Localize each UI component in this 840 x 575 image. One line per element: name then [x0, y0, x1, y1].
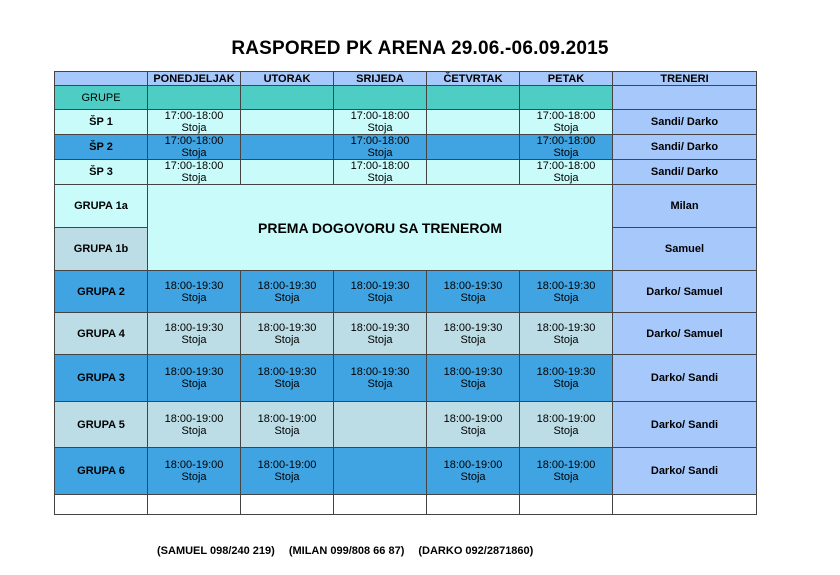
slot-time: 17:00-18:00: [164, 135, 224, 147]
schedule-slot: [241, 402, 334, 448]
grupe-cell: [148, 86, 241, 110]
page-title: RASPORED PK ARENA 29.06.-06.09.2015: [231, 38, 609, 59]
header-corner: [55, 72, 148, 86]
table-row: [55, 185, 757, 228]
slot-time: 17:00-18:00: [164, 110, 224, 122]
slot-time: 18:00-19:30: [536, 366, 596, 378]
schedule-slot: [148, 110, 241, 135]
group-label: GRUPA 4: [55, 313, 148, 355]
slot-time: 18:00-19:30: [536, 321, 596, 334]
slot-venue: Stoja: [367, 378, 393, 390]
slot-time: 18:00-19:00: [536, 412, 596, 425]
slot-time: 18:00-19:30: [443, 366, 503, 378]
slot-venue: Stoja: [460, 471, 486, 483]
table-row: [55, 110, 757, 135]
contact-samuel: (SAMUEL 098/240 219): [157, 545, 275, 557]
empty-slot: [427, 160, 520, 185]
slot-venue: Stoja: [274, 291, 300, 304]
group-label: ŠP 3: [55, 160, 148, 185]
schedule-slot: [520, 402, 613, 448]
slot-venue: Stoja: [553, 424, 579, 437]
trainer-cell: Darko/ Samuel: [613, 271, 757, 313]
empty-cell: [427, 495, 520, 515]
slot-time: 18:00-19:00: [164, 412, 224, 425]
schedule-slot: [427, 271, 520, 313]
slot-time: 17:00-18:00: [536, 135, 596, 147]
schedule-table: [54, 71, 757, 515]
trainer-cell: Sandi/ Darko: [613, 110, 757, 135]
slot-venue: Stoja: [367, 291, 393, 304]
schedule-slot: [520, 110, 613, 135]
empty-slot: [241, 110, 334, 135]
table-row: [55, 160, 757, 185]
slot-venue: Stoja: [181, 122, 207, 134]
slot-time: 18:00-19:00: [257, 459, 317, 471]
slot-venue: Stoja: [274, 378, 300, 390]
slot-venue: Stoja: [460, 291, 486, 304]
group-label: GRUPA 2: [55, 271, 148, 313]
slot-venue: Stoja: [181, 172, 207, 184]
slot-venue: Stoja: [553, 122, 579, 134]
empty-cell: [613, 495, 757, 515]
slot-venue: Stoja: [367, 172, 393, 184]
empty-cell: [520, 495, 613, 515]
schedule-slot: [241, 271, 334, 313]
grupe-cell: [520, 86, 613, 110]
header-day-5: PETAK: [520, 72, 613, 86]
grupe-trainer-cell: [613, 86, 757, 110]
empty-cell: [55, 495, 148, 515]
empty-row: [55, 495, 757, 515]
slot-time: 18:00-19:00: [257, 412, 317, 425]
table-row: [55, 448, 757, 495]
schedule-slot: [148, 313, 241, 355]
trainer-cell: Darko/ Sandi: [613, 402, 757, 448]
slot-venue: Stoja: [553, 172, 579, 184]
schedule-slot: [520, 271, 613, 313]
slot-time: 18:00-19:30: [164, 366, 224, 378]
schedule-slot: [334, 355, 427, 402]
table-row: [55, 135, 757, 160]
slot-time: 18:00-19:30: [350, 279, 410, 292]
slot-venue: Stoja: [274, 333, 300, 346]
trainer-cell: Darko/ Sandi: [613, 448, 757, 495]
slot-venue: Stoja: [553, 291, 579, 304]
slot-time: 17:00-18:00: [536, 110, 596, 122]
schedule-slot: [520, 355, 613, 402]
slot-venue: Stoja: [460, 378, 486, 390]
schedule-slot: [148, 135, 241, 160]
schedule-slot: [241, 448, 334, 495]
group-label: GRUPA 1a: [55, 185, 148, 228]
slot-time: 17:00-18:00: [536, 160, 596, 172]
header-row: [55, 72, 757, 86]
group-label: ŠP 2: [55, 135, 148, 160]
trainer-cell: Darko/ Sandi: [613, 355, 757, 402]
schedule-slot: [520, 135, 613, 160]
slot-time: 18:00-19:30: [350, 366, 410, 378]
slot-time: 18:00-19:30: [536, 279, 596, 292]
header-day-4: ČETVRTAK: [427, 72, 520, 86]
schedule-slot: [148, 448, 241, 495]
header-day-2: UTORAK: [241, 72, 334, 86]
schedule-slot: [520, 448, 613, 495]
schedule-slot: [334, 160, 427, 185]
schedule-slot: [334, 110, 427, 135]
contact-milan: (MILAN 099/808 66 87): [288, 545, 405, 557]
schedule-slot: [334, 271, 427, 313]
slot-venue: Stoja: [553, 378, 579, 390]
schedule-slot: [520, 313, 613, 355]
slot-time: 18:00-19:00: [443, 412, 503, 425]
slot-venue: Stoja: [367, 122, 393, 134]
empty-cell: [334, 495, 427, 515]
slot-venue: Stoja: [553, 147, 579, 159]
slot-venue: Stoja: [181, 147, 207, 159]
empty-slot: [427, 135, 520, 160]
trainer-cell: Samuel: [613, 228, 757, 271]
slot-venue: Stoja: [181, 333, 207, 346]
grupe-label: GRUPE: [55, 86, 148, 110]
schedule-slot: [148, 160, 241, 185]
table-row: [55, 313, 757, 355]
empty-slot: [241, 160, 334, 185]
header-trainers: TRENERI: [613, 72, 757, 86]
table-row: [55, 402, 757, 448]
schedule-slot: [148, 402, 241, 448]
slot-venue: Stoja: [553, 471, 579, 483]
slot-time: 18:00-19:30: [257, 279, 317, 292]
slot-venue: Stoja: [274, 424, 300, 437]
trainer-cell: Sandi/ Darko: [613, 160, 757, 185]
header-day-1: PONEDJELJAK: [148, 72, 241, 86]
table-row: [55, 355, 757, 402]
slot-time: 17:00-18:00: [350, 110, 410, 122]
slot-venue: Stoja: [181, 291, 207, 304]
header-day-3: SRIJEDA: [334, 72, 427, 86]
empty-cell: [241, 495, 334, 515]
slot-time: 18:00-19:00: [536, 459, 596, 471]
group-label: GRUPA 1b: [55, 228, 148, 271]
slot-venue: Stoja: [553, 333, 579, 346]
table-row: [55, 271, 757, 313]
slot-venue: Stoja: [460, 333, 486, 346]
slot-venue: Stoja: [367, 147, 393, 159]
schedule-slot: [427, 402, 520, 448]
slot-venue: Stoja: [367, 333, 393, 346]
slot-time: 18:00-19:30: [164, 279, 224, 292]
grupe-row: [55, 86, 757, 110]
slot-time: 18:00-19:30: [257, 366, 317, 378]
trainer-cell: Milan: [613, 185, 757, 228]
slot-venue: Stoja: [181, 424, 207, 437]
group-label: GRUPA 3: [55, 355, 148, 402]
slot-time: 18:00-19:00: [164, 459, 224, 471]
slot-time: 17:00-18:00: [350, 160, 410, 172]
slot-time: 18:00-19:30: [164, 321, 224, 334]
schedule-slot: [520, 160, 613, 185]
trainer-cell: Sandi/ Darko: [613, 135, 757, 160]
slot-time: 18:00-19:30: [443, 321, 503, 334]
group-label: GRUPA 5: [55, 402, 148, 448]
schedule-slot: [241, 313, 334, 355]
slot-time: 17:00-18:00: [350, 135, 410, 147]
empty-cell: [148, 495, 241, 515]
empty-slot: [334, 448, 427, 495]
arrangement-note: PREMA DOGOVORU SA TRENEROM: [148, 185, 613, 271]
empty-slot: [334, 402, 427, 448]
slot-venue: Stoja: [460, 424, 486, 437]
slot-time: 17:00-18:00: [164, 160, 224, 172]
slot-venue: Stoja: [181, 471, 207, 483]
schedule-slot: [427, 448, 520, 495]
empty-slot: [241, 135, 334, 160]
contact-footer: [157, 545, 547, 557]
schedule-slot: [148, 271, 241, 313]
slot-time: 18:00-19:30: [257, 321, 317, 334]
slot-time: 18:00-19:00: [443, 459, 503, 471]
schedule-slot: [427, 313, 520, 355]
slot-time: 18:00-19:30: [443, 279, 503, 292]
grupe-cell: [241, 86, 334, 110]
schedule-slot: [148, 355, 241, 402]
schedule-slot: [334, 135, 427, 160]
slot-venue: Stoja: [181, 378, 207, 390]
contact-darko: (DARKO 092/2871860): [418, 545, 534, 557]
schedule-slot: [241, 355, 334, 402]
grupe-cell: [334, 86, 427, 110]
group-label: GRUPA 6: [55, 448, 148, 495]
slot-venue: Stoja: [274, 471, 300, 483]
group-label: ŠP 1: [55, 110, 148, 135]
trainer-cell: Darko/ Samuel: [613, 313, 757, 355]
empty-slot: [427, 110, 520, 135]
grupe-cell: [427, 86, 520, 110]
schedule-slot: [427, 355, 520, 402]
slot-time: 18:00-19:30: [350, 321, 410, 334]
schedule-slot: [334, 313, 427, 355]
